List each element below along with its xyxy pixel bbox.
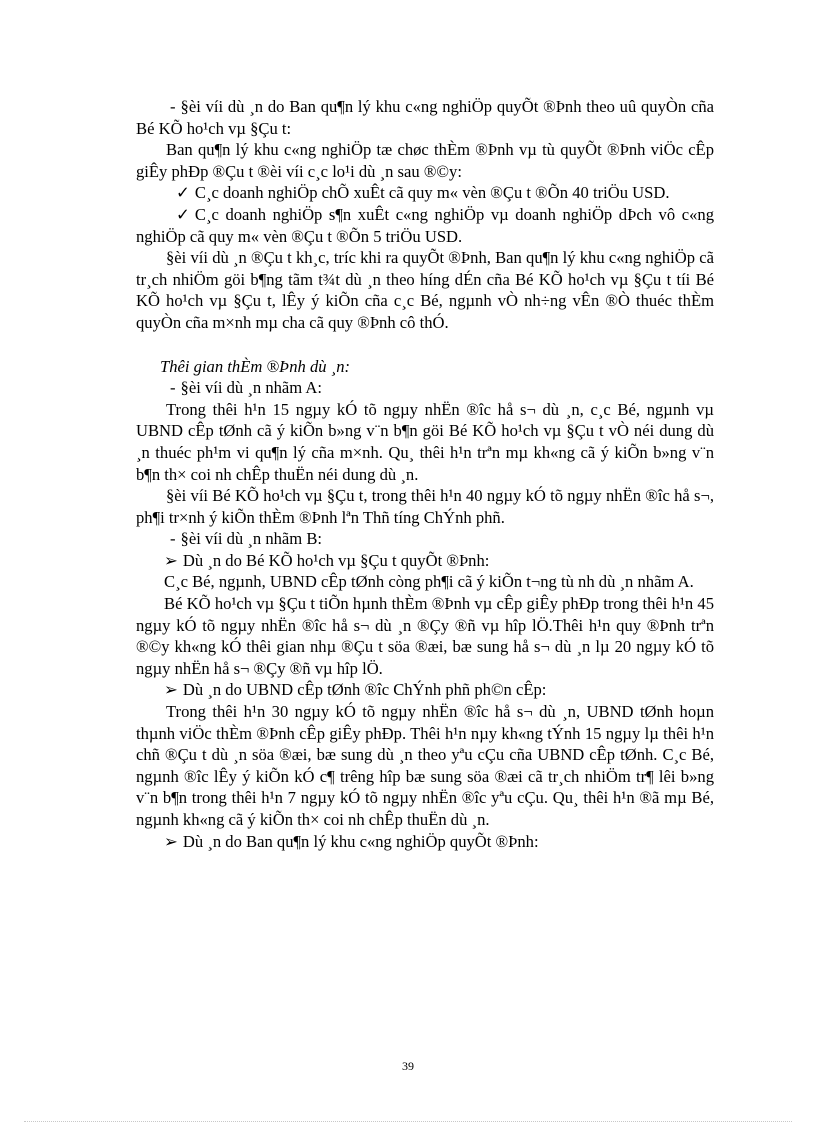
dash-paragraph: - §èi víi dù ¸n nhãm A: [170,378,323,398]
check-icon: ✓ [176,183,190,203]
body-paragraph: C¸c Bé, ngµnh, UBND cÊp tØnh còng ph¶i cã ý kiÕn t¬ng tù nh dù ¸n nhãm A. [164,572,694,592]
arrow-bullet-icon: ➢ [164,831,178,851]
body-paragraph: Trong thêi h¹n 30 ngµy kÓ tõ ngµy nhËn ®îc hå s¬ dù ¸n, UBND tØnh hoµn thµnh viÖc thÈm ®Þnh cÊp giÊy phÐp. Thêi h¹n nµy kh«ng tÝnh 15 ngµy lµ thêi h¹n chñ ®Çu t dù ¸n söa ®æi, bæ sung dù ¸n theo yªu cÇu cña UBND cÊp tØnh. C¸c Bé, ngµnh ®îc lÊy ý kiÕn kÓ c¶ trêng hîp bæ sung söa ®æi cã tr¸ch nhiÖm tr¶ lêi b»ng v¨n b¶n trong thêi h¹n 7 ngµy kÓ tõ ngµy nhËn ®îc yªu cÇu. Qu¸ thêi h¹n ®ã mµ Bé, ngµnh kh«ng cã ý kiÕn th× coi nh chÊp thuËn dù ¸n. [136,702,714,829]
body-paragraph: §èi víi Bé KÕ ho¹ch vµ §Çu t, trong thêi h¹n 40 ngµy kÓ tõ ngµy nhËn ®îc hå s¬, ph¶i tr×nh ý kiÕn thÈm ®Þnh lªn Thñ tíng ChÝnh phñ. [136,486,714,527]
dash-bullet: - [170,529,176,549]
body-paragraph: Trong thêi h¹n 15 ngµy kÓ tõ ngµy nhËn ®îc hå s¬ dù ¸n, c¸c Bé, ngµnh vµ UBND cÊp tØnh cã ý kiÕn b»ng v¨n b¶n göi Bé KÕ ho¹ch vµ §Çu t vÒ néi dung dù ¸n thuéc ph¹m vi qu¶n lý cña m×nh. Qu¸ thêi h¹n trªn mµ kh«ng cã ý kiÕn b»ng v¨n b¶n th× coi nh chÊp thuËn néi dung dù ¸n. [136,399,714,484]
arrow-bullet-icon: ➢ [164,680,178,700]
page-body [136,96,714,852]
section-heading: Thêi gian thÈm ®Þnh dù ¸n: [160,356,351,376]
body-paragraph: Ban qu¶n lý khu c«ng nghiÖp tæ chøc thÈm ®Þnh vµ tù quyÕt ®Þnh viÖc cÊp giÊy phÐp ®Çu t ®èi víi c¸c lo¹i dù ¸n sau ®©y: [136,140,714,181]
arrow-bullet-icon: ➢ [164,550,178,570]
arrow-item: ➢ Dù ¸n do Bé KÕ ho¹ch vµ §Çu t quyÕt ®Þnh: [164,550,490,570]
dash-bullet: - [170,378,176,398]
arrow-item: ➢ Dù ¸n do Ban qu¶n lý khu c«ng nghiÖp quyÕt ®Þnh: [164,831,539,851]
body-paragraph: Bé KÕ ho¹ch vµ §Çu t tiÕn hµnh thÈm ®Þnh vµ cÊp giÊy phÐp trong thêi h¹n 45 ngµy kÓ tõ ngµy nhËn ®îc hå s¬ dù ¸n ®Çy ®ñ vµ hîp lÖ.Thêi h¹n quy ®Þnh trªn ®©y kh«ng kÓ thêi gian nhµ ®Çu t söa ®æi, bæ sung hå s¬ dù ¸n lµ 20 ngµy kÓ tõ ngµy nhËn hå s¬ ®Çy ®ñ vµ hîp lÖ. [136,594,714,678]
check-icon: ✓ [176,204,190,224]
dash-paragraph: - §èi víi dù ¸n nhãm B: [170,529,323,549]
dash-bullet: - [170,97,176,116]
arrow-item: ➢ Dù ¸n do UBND cÊp tØnh ®îc ChÝnh phñ ph©n cÊp: [164,680,547,700]
page-bottom-divider [24,1121,792,1122]
check-item: ✓ C¸c doanh nghiÖp s¶n xuÊt c«ng nghiÖp vµ doanh nghiÖp dÞch vô c«ng nghiÖp cã quy m« vèn ®Çu t ®Õn 5 triÖu USD. [136,204,714,246]
dash-paragraph: - §èi víi dù ¸n do Ban qu¶n lý khu c«ng nghiÖp quyÕt ®Þnh theo uû quyÒn cña Bé KÕ ho¹ch vµ §Çu t: [136,97,714,138]
check-item: ✓ C¸c doanh nghiÖp chÕ xuÊt cã quy m« vèn ®Çu t ®Õn 40 triÖu USD. [176,183,670,203]
page-number: 39 [402,1059,414,1073]
body-paragraph: §èi víi dù ¸n ®Çu t kh¸c, tríc khi ra quyÕt ®Þnh, Ban qu¶n lý khu c«ng nghiÖp cã tr¸ch nhiÖm göi b¶ng tãm t¾t dù ¸n theo híng dÉn cña Bé KÕ ho¹ch vµ §Çu t tíi Bé KÕ ho¹ch vµ §Çu t, lÊy ý kiÕn cña c¸c Bé, ngµnh vÒ nh÷ng vÊn ®Ò thuéc thÈm quyÒn cña m×nh mµ cha cã quy ®Þnh cô thÓ. [136,248,714,332]
